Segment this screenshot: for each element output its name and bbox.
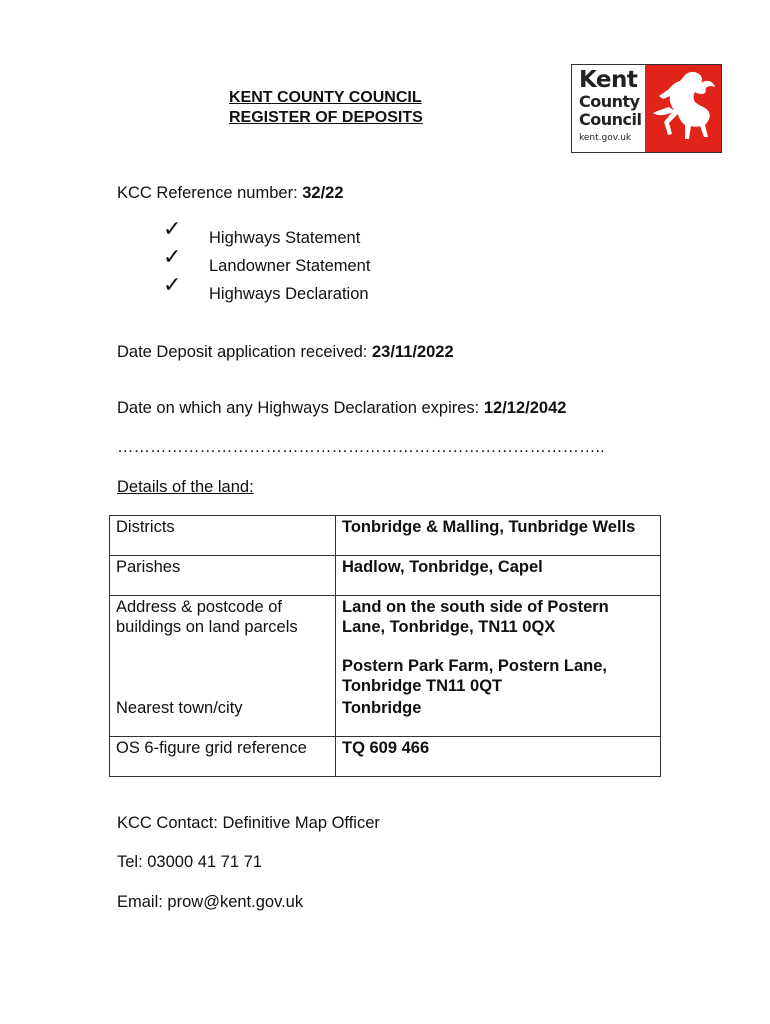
date-expires-label: Date on which any Highways Declaration expires: (117, 399, 484, 417)
checklist-label: Highways Declaration (209, 285, 369, 303)
address-value-2: Postern Park Farm, Postern Lane, Tonbridge TN11 0QT (342, 657, 608, 695)
logo-line-3: Council (579, 110, 642, 129)
districts-value: Tonbridge & Malling, Tunbridge Wells (336, 516, 661, 556)
dotted-separator: …………………………………………………………………………….. (117, 438, 605, 456)
town-label: Nearest town/city (110, 697, 336, 737)
address-label: Address & postcode of buildings on land parcels (110, 596, 336, 698)
table-row (110, 697, 661, 737)
table-row (110, 556, 661, 596)
parishes-label: Parishes (110, 556, 336, 596)
date-received-label: Date Deposit application received: (117, 343, 372, 361)
reference-label: KCC Reference number: (117, 184, 303, 202)
kcc-contact: KCC Contact: Definitive Map Officer (117, 814, 380, 832)
checklist-label: Landowner Statement (209, 257, 371, 275)
logo-wordmark (572, 65, 645, 152)
kent-county-council-logo (571, 64, 722, 153)
reference-number (117, 183, 344, 203)
white-horse-icon (645, 65, 721, 152)
town-value: Tonbridge (336, 697, 661, 737)
logo-url: kent.gov.uk (579, 133, 632, 143)
date-received (117, 342, 454, 362)
grid-reference-value: TQ 609 466 (336, 737, 661, 777)
grid-reference-label: OS 6-figure grid reference (110, 737, 336, 777)
table-row (110, 516, 661, 556)
table-row (110, 737, 661, 777)
address-value (336, 596, 661, 698)
logo-line-2: County (579, 92, 640, 111)
reference-value: 32/22 (302, 184, 344, 202)
checkmark-icon: ✓ (163, 273, 182, 298)
logo-red-panel (645, 65, 721, 152)
land-details-heading: Details of the land: (117, 478, 254, 496)
districts-label: Districts (110, 516, 336, 556)
document-title (229, 88, 423, 128)
title-line-1: KENT COUNTY COUNCIL (229, 89, 422, 106)
logo-line-1: Kent (579, 67, 638, 93)
checkmark-icon: ✓ (163, 245, 182, 270)
table-row (110, 596, 661, 698)
date-expires (117, 398, 566, 418)
checklist-label: Highways Statement (209, 229, 361, 247)
title-line-2: REGISTER OF DEPOSITS (229, 109, 423, 126)
land-details-table (109, 515, 661, 777)
address-value-1: Land on the south side of Postern Lane, Tonbridge, TN11 0QX (342, 598, 609, 636)
contact-email[interactable]: Email: prow@kent.gov.uk (117, 893, 304, 911)
checkmark-icon: ✓ (163, 217, 182, 242)
date-received-value: 23/11/2022 (371, 343, 454, 361)
contact-telephone: Tel: 03000 41 71 71 (117, 853, 262, 871)
date-expires-value: 12/12/2042 (483, 399, 567, 417)
parishes-value: Hadlow, Tonbridge, Capel (336, 556, 661, 596)
